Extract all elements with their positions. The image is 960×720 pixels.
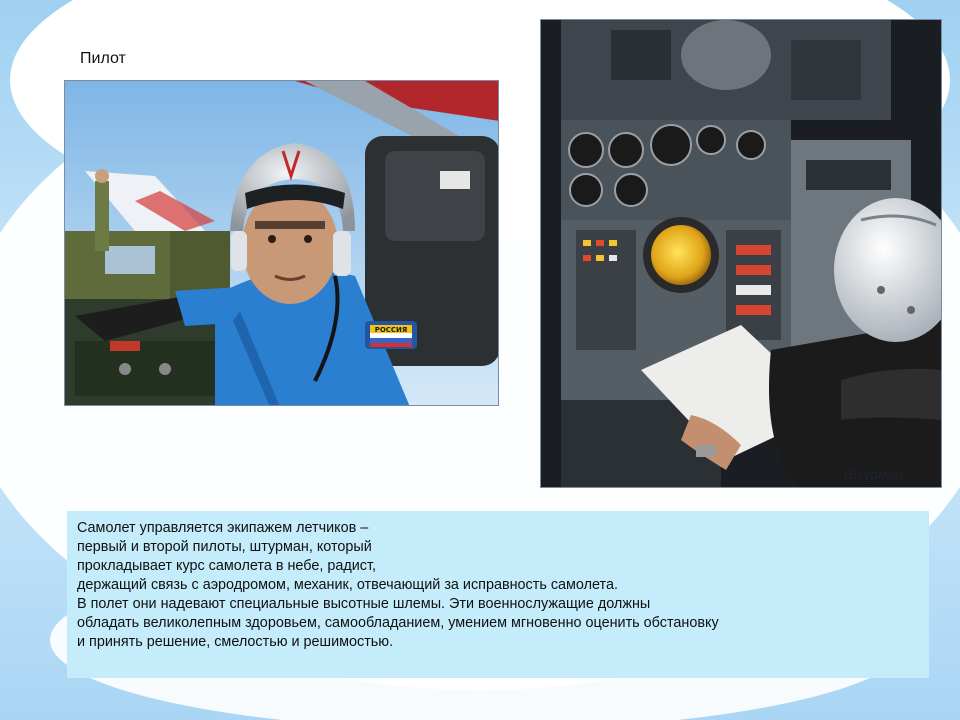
description-line: обладать великолепным здоровьем, самообладанием, умением мгновенно оценить обстановку	[77, 615, 719, 631]
pilot-photo	[64, 80, 499, 406]
description-text-box	[67, 511, 929, 678]
description-line: первый и второй пилоты, штурман, который	[77, 539, 372, 555]
navigator-photo	[540, 19, 942, 488]
description-line: Самолет управляется экипажем летчиков –	[77, 520, 369, 536]
description-line: прокладывает курс самолета в небе, радист,	[77, 558, 376, 574]
description-line: и принять решение, смелостью и решимостью.	[77, 634, 394, 650]
navigator-caption: Штурман	[844, 466, 904, 482]
description-line: В полет они надевают специальные высотные шлемы. Эти военнослужащие должны	[77, 596, 651, 612]
pilot-caption: Пилот	[80, 50, 126, 67]
patch-label: РОССИЯ	[374, 326, 408, 334]
description-line: держащий связь с аэродромом, механик, отвечающий за исправность самолета.	[77, 577, 618, 593]
